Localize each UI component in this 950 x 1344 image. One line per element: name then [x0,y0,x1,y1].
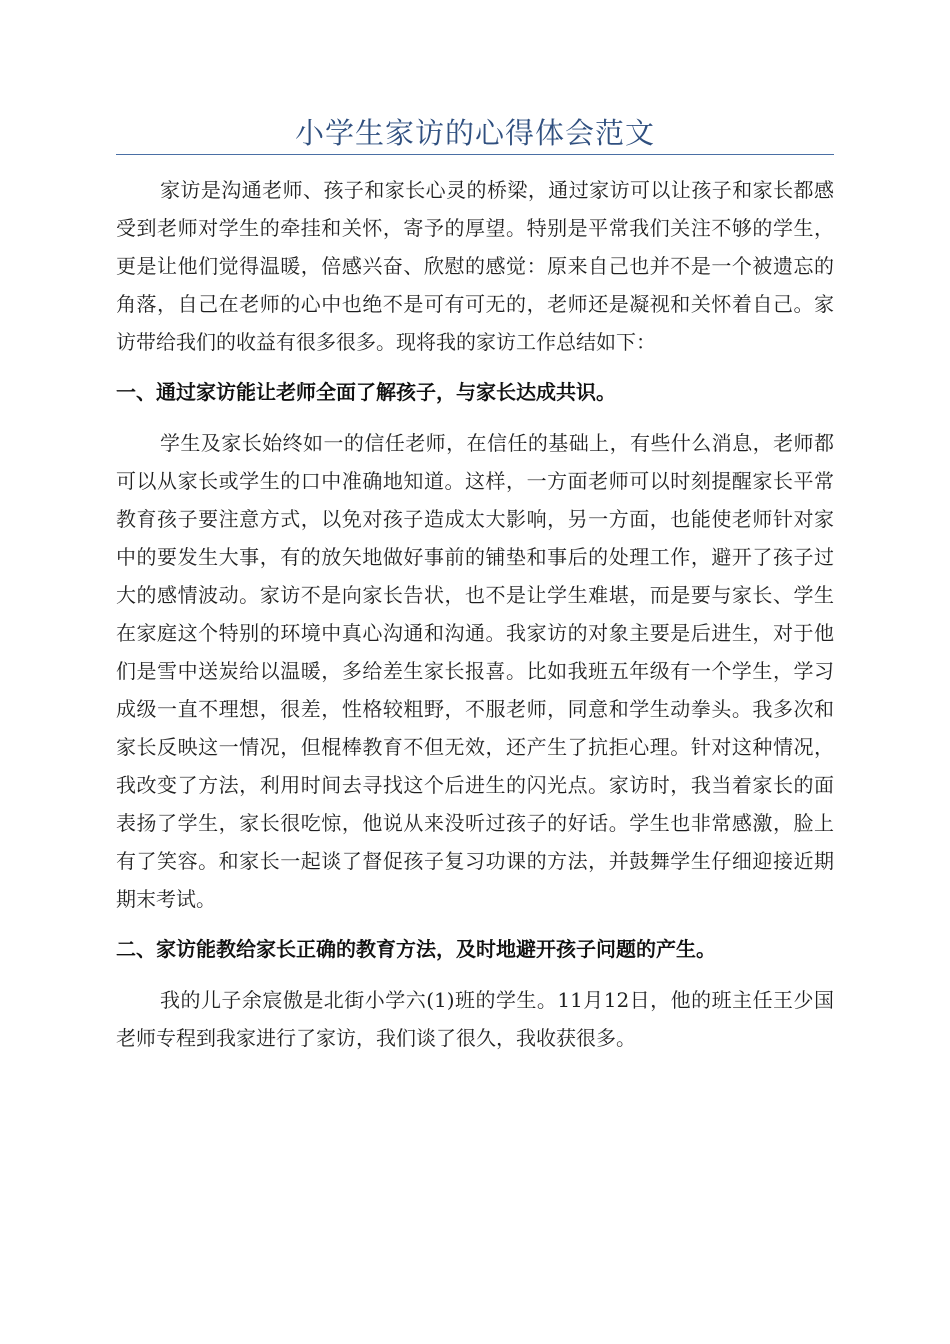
section-heading-1: 一、通过家访能让老师全面了解孩子，与家长达成共识。 [116,380,616,404]
title-underline [116,154,834,155]
section-paragraph-1: 学生及家长始终如一的信任老师，在信任的基础上，有些什么消息，老师都可以从家长或学生的口中准确地知道。这样，一方面老师可以时刻提醒家长平常教育孩子要注意方式，以免对孩子造成太大影响，另一方面，也能使老师针对家中的要发生大事，有的放矢地做好事前的铺垫和事后的处理工作，避开了孩子过大的感情波动。家访不是向家长告状，也不是让学生难堪，而是要与家长、学生在家庭这个特别的环境中真心沟通和沟通。我家访的对象主要是后进生，对于他们是雪中送炭给以温暖，多给差生家长报喜。比如我班五年级有一个学生，学习成级一直不理想，很差，性格较粗野，不服老师，同意和学生动拳头。我多次和家长反映这一情况，但棍棒教育不但无效，还产生了抗拒心理。针对这种情况，我改变了方法，利用时间去寻找这个后进生的闪光点。家访时，我当着家长的面表扬了学生，家长很吃惊，他说从来没听过孩子的好话。学生也非常感激，脸上有了笑容。和家长一起谈了督促孩子复习功课的方法，并鼓舞学生仔细迎接近期期末考试。 [116,431,834,911]
section-paragraph-2: 我的儿子余宸傲是北街小学六(1)班的学生。11月12日，他的班主任王少国老师专程到我家进行了家访，我们谈了很久，我收获很多。 [116,988,834,1050]
document-body [116,171,834,1057]
section-heading-2: 二、家访能教给家长正确的教育方法，及时地避开孩子问题的产生。 [116,937,716,961]
intro-paragraph: 家访是沟通老师、孩子和家长心灵的桥梁，通过家访可以让孩子和家长都感受到老师对学生的牵挂和关怀，寄予的厚望。特别是平常我们关注不够的学生，更是让他们觉得温暖，倍感兴奋、欣慰的感觉：原来自己也并不是一个被遗忘的角落，自己在老师的心中也绝不是可有可无的，老师还是凝视和关怀着自己。家访带给我们的收益有很多很多。现将我的家访工作总结如下： [116,178,834,354]
document-title: 小学生家访的心得体会范文 [294,116,655,150]
